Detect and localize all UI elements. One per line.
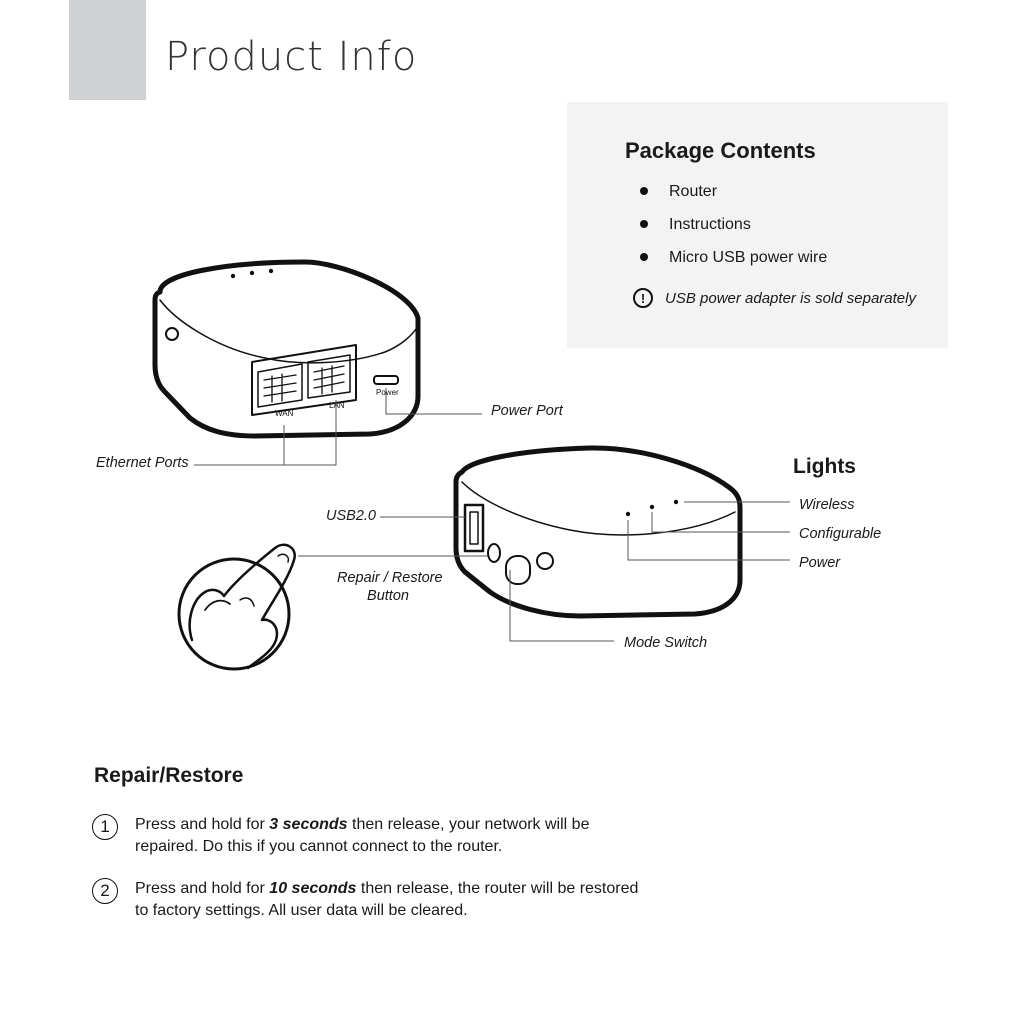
list-item: Router: [637, 182, 827, 215]
light-power-label: Power: [799, 555, 841, 571]
exclamation-circle-icon: !: [633, 288, 653, 308]
repair-button-label: Repair / Restore Button: [337, 570, 443, 604]
lan-label: LAN: [329, 401, 345, 410]
page-title: Product Info: [165, 34, 418, 80]
mode-switch-label: Mode Switch: [624, 635, 708, 651]
power-label: Power: [376, 388, 399, 397]
wan-label: WAN: [275, 409, 294, 418]
callout-lines: [194, 388, 790, 641]
list-item: Micro USB power wire: [637, 248, 827, 281]
hand-press-icon: [179, 545, 295, 669]
lights-title: Lights: [793, 455, 856, 478]
step-number-icon: 1: [92, 814, 118, 840]
step-text: Press and hold for 10 seconds then release, the router will be restored to factory settings. All user data will be cleared.: [135, 880, 639, 919]
step-text: Press and hold for 3 seconds then release, your network will be repaired. Do this if you cannot connect to the router.: [135, 816, 590, 855]
repair-restore-title: Repair/Restore: [94, 764, 244, 787]
step-number-icon: 2: [92, 878, 118, 904]
power-port-label: Power Port: [491, 403, 563, 419]
package-contents-title: Package Contents: [625, 138, 816, 163]
list-item: Instructions: [637, 215, 827, 248]
light-wireless-label: Wireless: [799, 497, 855, 513]
light-configurable-label: Configurable: [799, 526, 882, 542]
ethernet-ports-label: Ethernet Ports: [96, 455, 189, 471]
package-note: ! USB power adapter is sold separately: [633, 288, 916, 308]
usb-label: USB2.0: [326, 508, 376, 524]
